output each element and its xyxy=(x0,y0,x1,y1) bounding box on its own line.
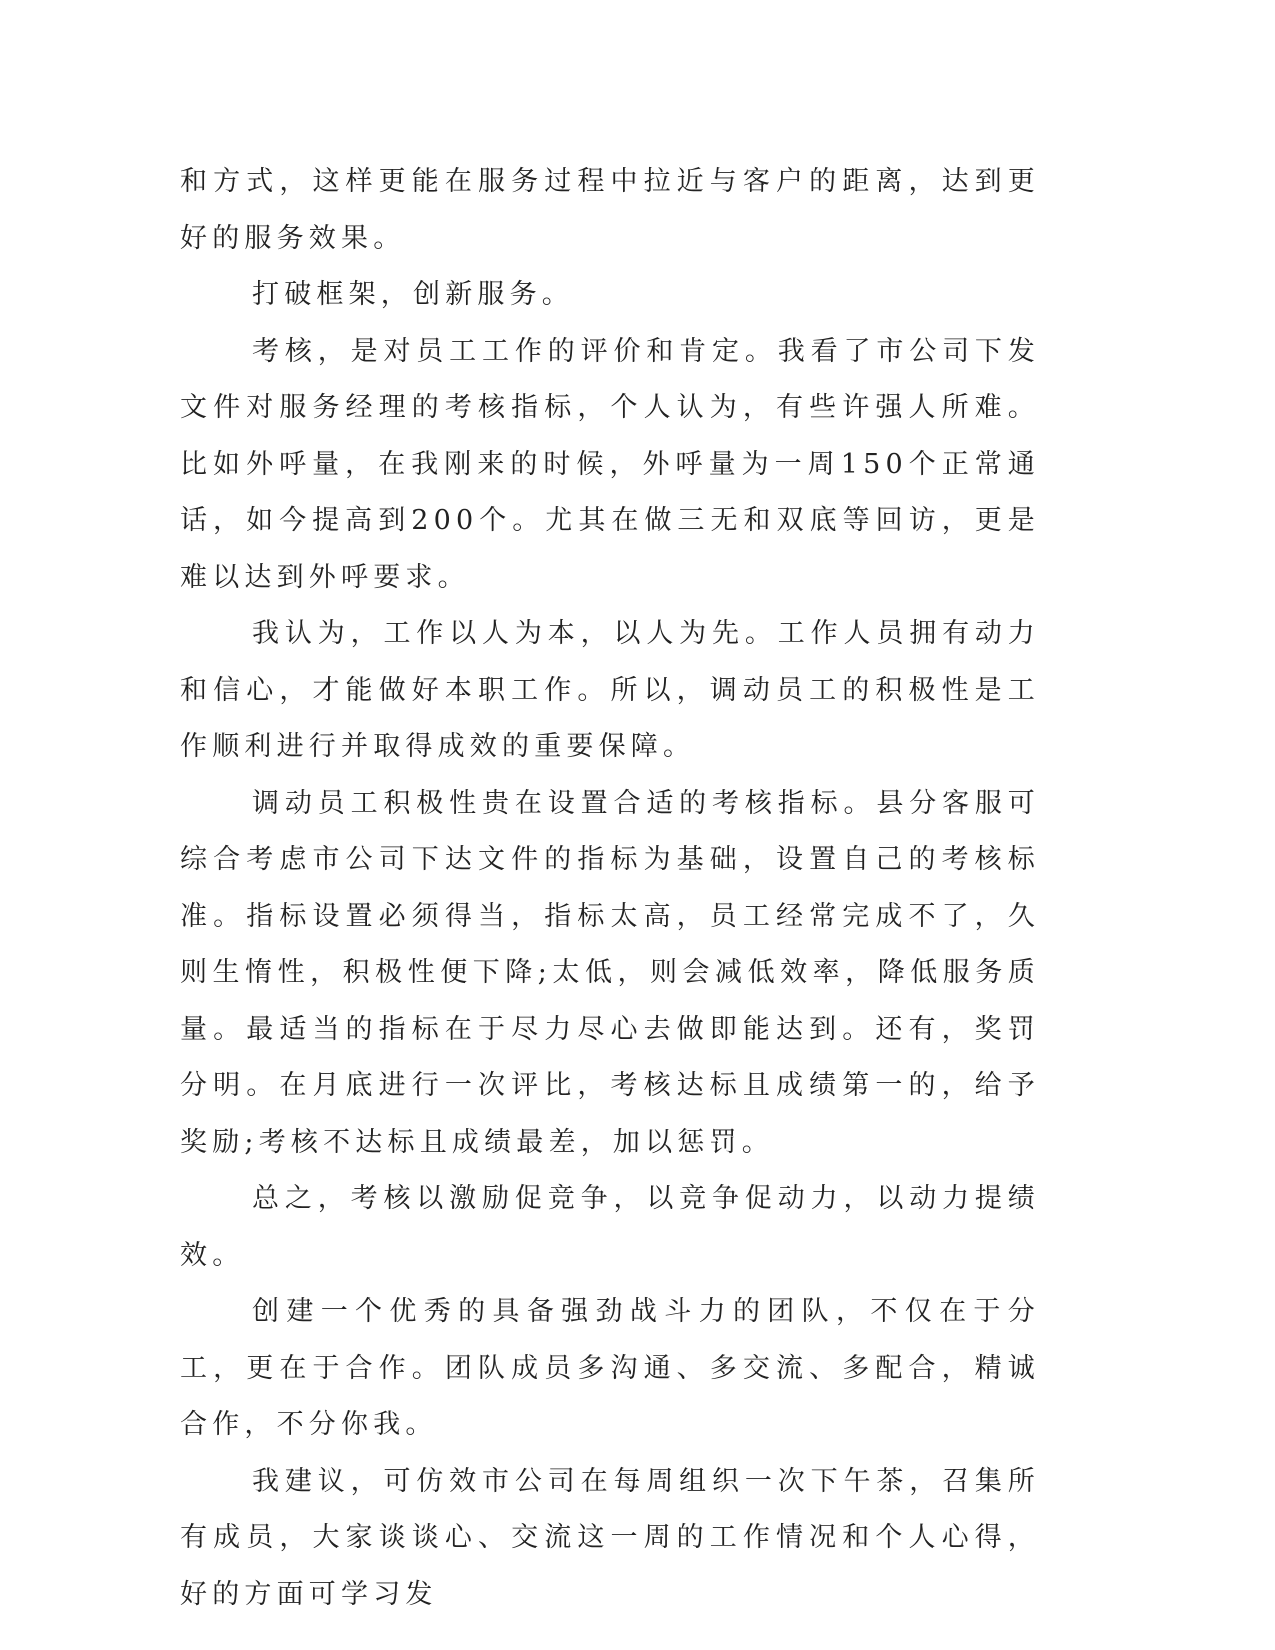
paragraph-4: 我认为，工作以人为本，以人为先。工作人员拥有动力和信心，才能做好本职工作。所以，调动员工的积极性是工作顺利进行并取得成效的重要保障。 xyxy=(180,618,1040,762)
paragraph-6: 总之，考核以激励促竞争，以竞争促动力，以动力提绩效。 xyxy=(180,1183,1040,1271)
paragraph-1: 和方式，这样更能在服务过程中拉近与客户的距离，达到更好的服务效果。 xyxy=(180,166,1040,254)
paragraph-7: 创建一个优秀的具备强劲战斗力的团队，不仅在于分工，更在于合作。团队成员多沟通、多交流、多配合，精诚合作，不分你我。 xyxy=(180,1296,1040,1440)
paragraph-5: 调动员工积极性贵在设置合适的考核指标。县分客服可综合考虑市公司下达文件的指标为基础，设置自己的考核标准。指标设置必须得当，指标太高，员工经常完成不了，久则生惰性，积极性便下降;太低，则会减低效率，降低服务质量。最适当的指标在于尽力尽心去做即能达到。还有，奖罚分明。在月底进行一次评比，考核达标且成绩第一的，给予奖励;考核不达标且成绩最差，加以惩罚。 xyxy=(180,787,1040,1158)
paragraph-3: 考核，是对员工工作的评价和肯定。我看了市公司下发文件对服务经理的考核指标，个人认为，有些许强人所难。比如外呼量，在我刚来的时候，外呼量为一周150个正常通话，如今提高到200个。尤其在做三无和双底等回访，更是难以达到外呼要求。 xyxy=(180,335,1040,593)
document-body xyxy=(180,154,1040,1623)
paragraph-2: 打破框架，创新服务。 xyxy=(252,279,574,310)
paragraph-8: 我建议，可仿效市公司在每周组织一次下午茶，召集所有成员，大家谈谈心、交流这一周的工作情况和个人心得，好的方面可学习发 xyxy=(180,1465,1040,1610)
